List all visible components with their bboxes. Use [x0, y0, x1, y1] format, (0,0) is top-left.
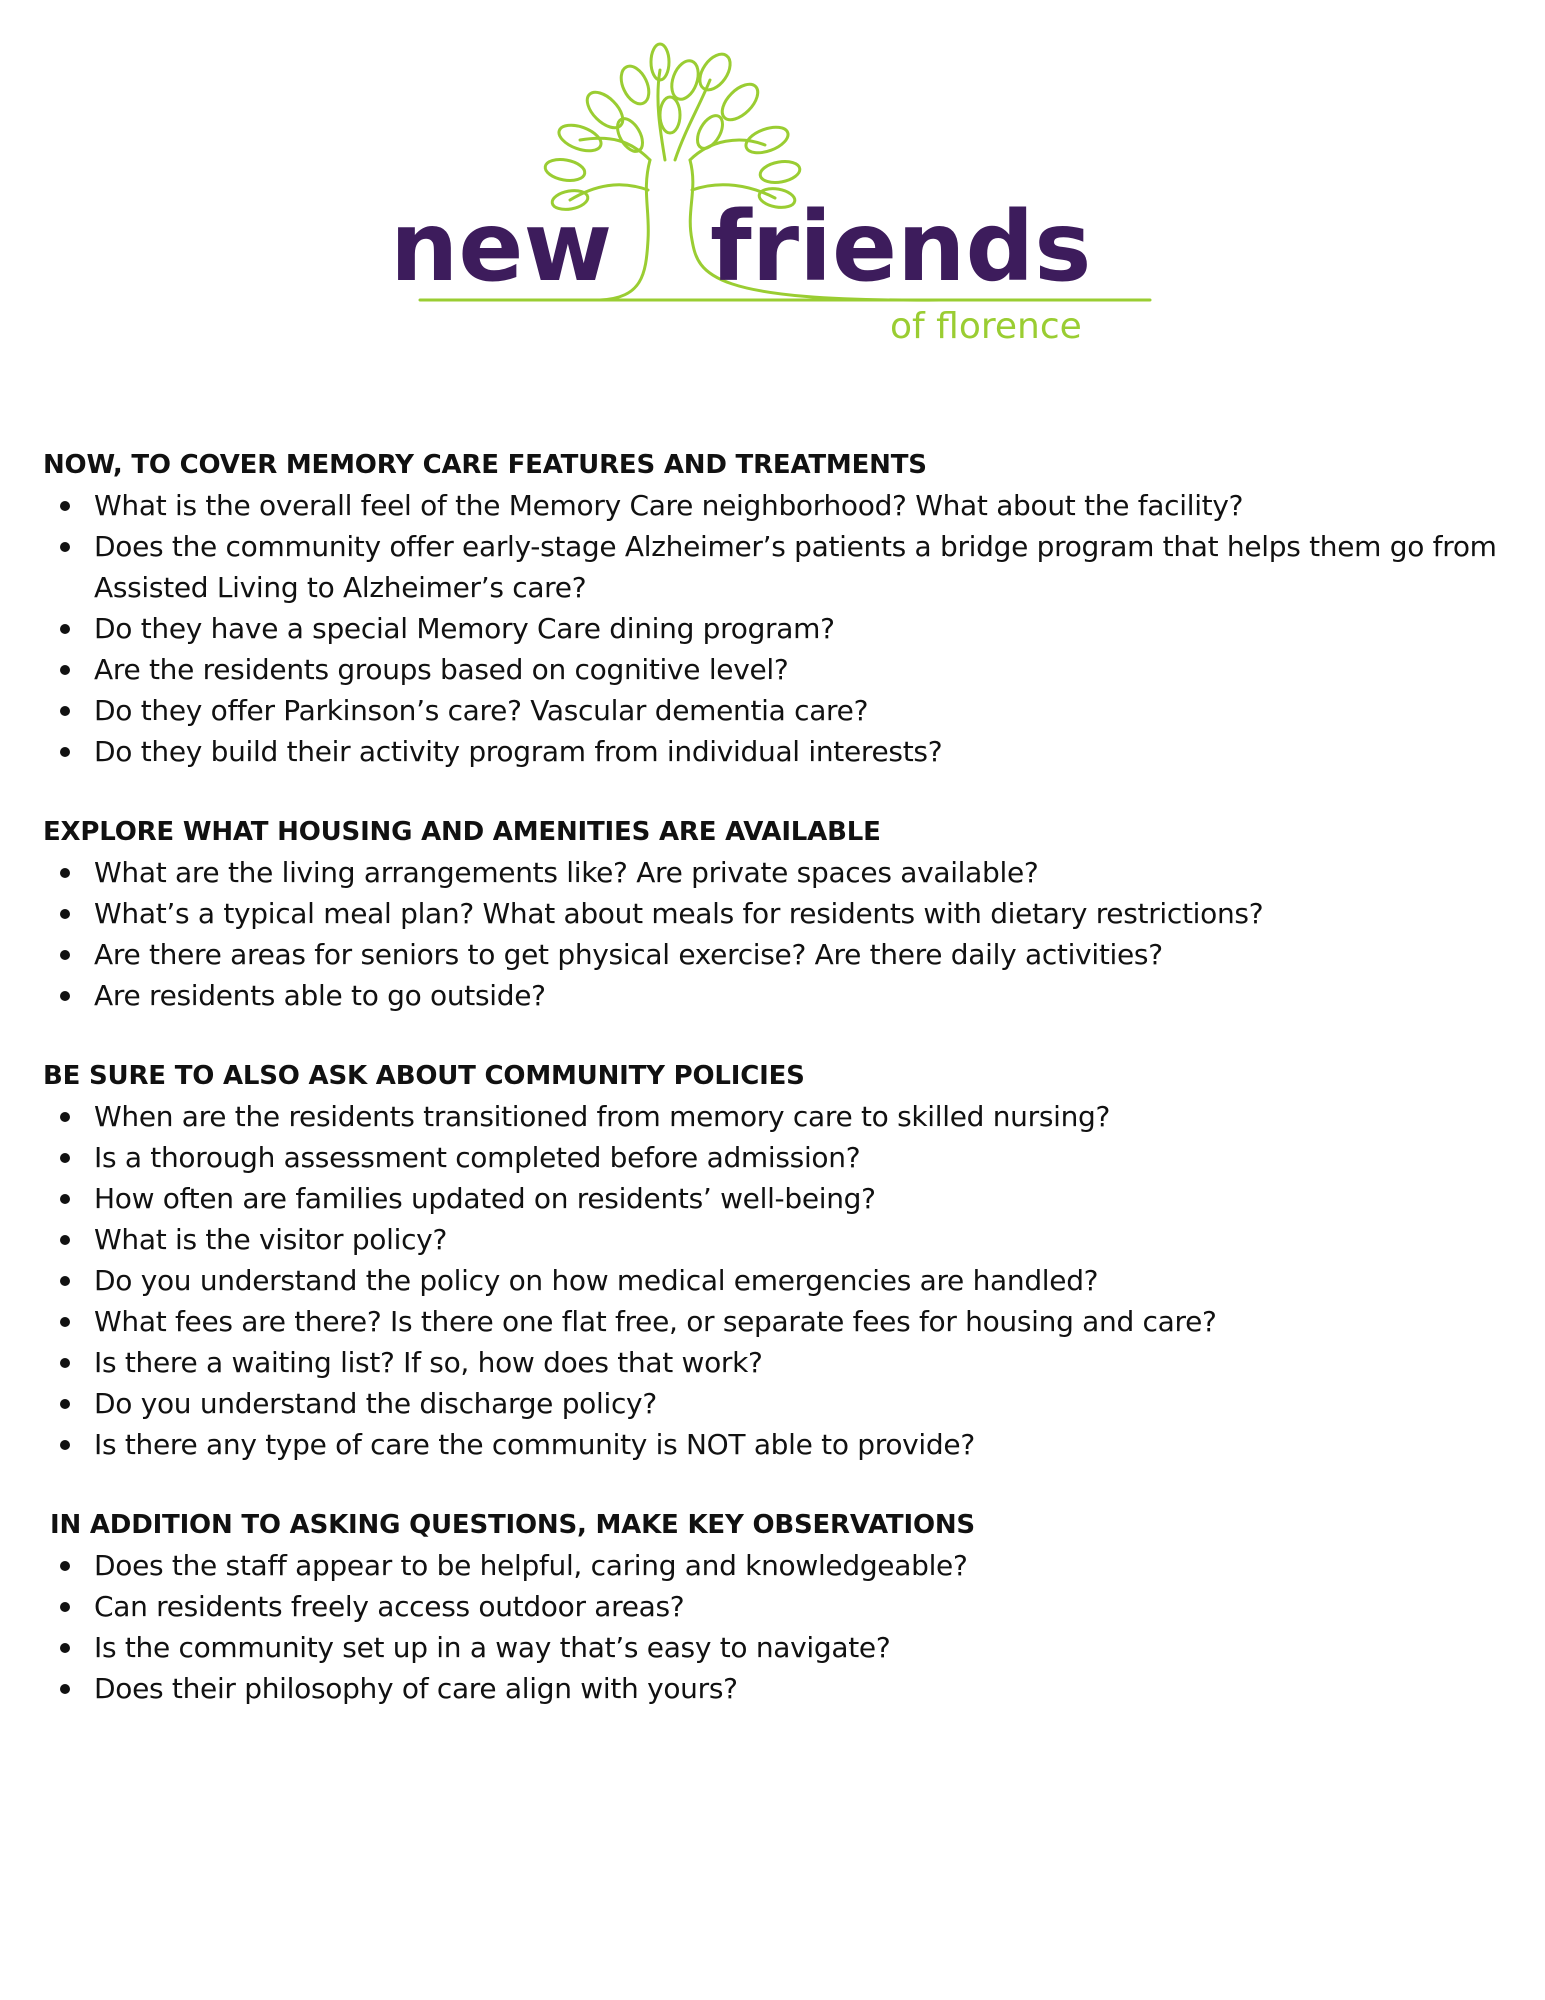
question-list	[43, 1096, 1513, 1465]
list-item	[43, 934, 1513, 975]
list-item	[43, 893, 1513, 934]
question-list	[43, 852, 1513, 1016]
bullet-icon	[60, 624, 70, 634]
question-text: Is there a waiting list? If so, how does that work?	[94, 1346, 763, 1379]
question-text: Are residents able to go outside?	[94, 979, 546, 1012]
bullet-icon	[60, 1602, 70, 1612]
section-heading: BE SURE TO ALSO ASK ABOUT COMMUNITY POLICIES	[43, 1061, 805, 1091]
question-text: Does their philosophy of care align with yours?	[94, 1672, 738, 1705]
logo-word-friends: friends	[710, 191, 1092, 303]
list-item	[43, 1260, 1513, 1301]
list-item	[43, 1178, 1513, 1219]
list-item	[43, 1096, 1513, 1137]
question-list	[43, 485, 1513, 772]
bullet-icon	[60, 1440, 70, 1450]
question-text: Can residents freely access outdoor areas?	[94, 1590, 685, 1623]
list-item	[43, 1301, 1513, 1342]
bullet-icon	[60, 868, 70, 878]
section-heading: EXPLORE WHAT HOUSING AND AMENITIES ARE AVAILABLE	[43, 817, 881, 847]
list-item	[43, 1342, 1513, 1383]
list-item	[43, 690, 1513, 731]
checklist	[43, 445, 1513, 1749]
list-item	[43, 1424, 1513, 1465]
question-text: Do they offer Parkinson’s care? Vascular dementia care?	[94, 694, 869, 727]
question-text: What fees are there? Is there one flat free, or separate fees for housing and care?	[94, 1305, 1217, 1338]
bullet-icon	[60, 1153, 70, 1163]
bullet-icon	[60, 909, 70, 919]
list-item	[43, 731, 1513, 772]
bullet-icon	[60, 991, 70, 1001]
list-item	[43, 1586, 1513, 1627]
logo-word-new: new	[390, 191, 613, 303]
question-text: Do you understand the discharge policy?	[94, 1387, 657, 1420]
bullet-icon	[60, 665, 70, 675]
bullet-icon	[60, 1643, 70, 1653]
list-item	[43, 1137, 1513, 1178]
list-item	[43, 1545, 1513, 1586]
list-item	[43, 526, 1513, 608]
bullet-icon	[60, 1317, 70, 1327]
list-item	[43, 1627, 1513, 1668]
tree-logo-icon	[380, 40, 1180, 360]
question-text: How often are families updated on residents’ well-being?	[94, 1182, 876, 1215]
list-item	[43, 975, 1513, 1016]
bullet-icon	[60, 1561, 70, 1571]
question-text: Do they have a special Memory Care dining program?	[94, 612, 835, 645]
bullet-icon	[60, 542, 70, 552]
section-housing-amenities	[43, 812, 1513, 1016]
bullet-icon	[60, 747, 70, 757]
list-item	[43, 852, 1513, 893]
bullet-icon	[60, 1112, 70, 1122]
bullet-icon	[60, 1684, 70, 1694]
bullet-icon	[60, 950, 70, 960]
question-text: Is a thorough assessment completed before admission?	[94, 1141, 861, 1174]
bullet-icon	[60, 1194, 70, 1204]
new-friends-logo	[380, 40, 1180, 360]
question-text: What’s a typical meal plan? What about meals for residents with dietary restrictions?	[94, 897, 1264, 930]
bullet-icon	[60, 1235, 70, 1245]
bullet-icon	[60, 1358, 70, 1368]
question-text: Does the community offer early-stage Alzheimer’s patients a bridge program that helps them go from Assisted Living to Alzheimer’s care?	[94, 530, 1497, 604]
question-text: Does the staff appear to be helpful, caring and knowledgeable?	[94, 1549, 968, 1582]
question-list	[43, 1545, 1513, 1709]
list-item	[43, 1668, 1513, 1709]
section-heading: IN ADDITION TO ASKING QUESTIONS, MAKE KEY OBSERVATIONS	[50, 1510, 975, 1540]
question-text: Is there any type of care the community is NOT able to provide?	[94, 1428, 975, 1461]
question-text: What are the living arrangements like? Are private spaces available?	[94, 856, 1039, 889]
question-text: Is the community set up in a way that’s easy to navigate?	[94, 1631, 891, 1664]
section-heading: NOW, TO COVER MEMORY CARE FEATURES AND TREATMENTS	[43, 450, 927, 480]
list-item	[43, 608, 1513, 649]
question-text: What is the visitor policy?	[94, 1223, 448, 1256]
section-memory-care	[43, 445, 1513, 772]
question-text: When are the residents transitioned from memory care to skilled nursing?	[94, 1100, 1111, 1133]
question-text: What is the overall feel of the Memory Care neighborhood? What about the facility?	[94, 489, 1244, 522]
bullet-icon	[60, 1276, 70, 1286]
question-text: Are the residents groups based on cognitive level?	[94, 653, 789, 686]
question-text: Do you understand the policy on how medical emergencies are handled?	[94, 1264, 1099, 1297]
list-item	[43, 485, 1513, 526]
bullet-icon	[60, 501, 70, 511]
section-key-observations	[43, 1505, 1513, 1709]
question-text: Do they build their activity program from individual interests?	[94, 735, 943, 768]
list-item	[43, 1383, 1513, 1424]
list-item	[43, 1219, 1513, 1260]
bullet-icon	[60, 1399, 70, 1409]
question-text: Are there areas for seniors to get physical exercise? Are there daily activities?	[94, 938, 1163, 971]
bullet-icon	[60, 706, 70, 716]
list-item	[43, 649, 1513, 690]
logo-tagline: of florence	[890, 306, 1082, 347]
section-community-policies	[43, 1056, 1513, 1465]
